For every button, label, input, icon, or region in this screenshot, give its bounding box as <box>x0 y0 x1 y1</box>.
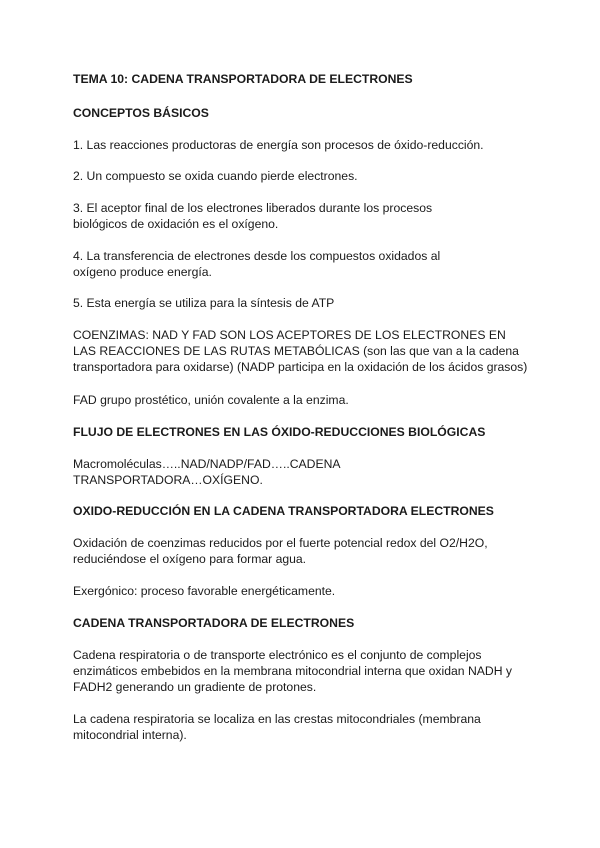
cadena-line-1: Cadena respiratoria o de transporte electrónico es el conjunto de complejos <box>73 648 482 662</box>
concept-point-5: 5. Esta energía se utiliza para la síntesis de ATP <box>73 296 335 310</box>
concept-point-3-line-1: 3. El aceptor final de los electrones liberados durante los procesos <box>73 201 433 215</box>
section-heading-conceptos: CONCEPTOS BÁSICOS <box>73 106 209 120</box>
concept-point-3-line-2: biológicos de oxidación es el oxígeno. <box>73 217 279 231</box>
coenzimas-line-1: COENZIMAS: NAD Y FAD SON LOS ACEPTORES DE LOS ELECTRONES EN <box>73 328 506 342</box>
cadena-line-3: FADH2 generando un gradiente de protones. <box>73 680 317 694</box>
section-heading-cadena: CADENA TRANSPORTADORA DE ELECTRONES <box>73 616 355 630</box>
section-heading-flujo: FLUJO DE ELECTRONES EN LAS ÓXIDO-REDUCCIONES BIOLÓGICAS <box>73 425 486 439</box>
concept-point-1: 1. Las reacciones productoras de energía son procesos de óxido-reducción. <box>73 138 484 152</box>
cadena-line-2: enzimáticos embebidos en la membrana mitocondrial interna que oxidan NADH y <box>73 664 512 678</box>
oxido-line-1: Oxidación de coenzimas reducidos por el fuerte potencial redox del O2/H2O, <box>73 536 488 550</box>
section-heading-oxido: OXIDO-REDUCCIÓN EN LA CADENA TRANSPORTADORA ELECTRONES <box>73 504 494 518</box>
document-title: TEMA 10: CADENA TRANSPORTADORA DE ELECTRONES <box>73 72 413 86</box>
flujo-line-2: TRANSPORTADORA…OXÍGENO. <box>73 473 263 487</box>
concept-point-2: 2. Un compuesto se oxida cuando pierde electrones. <box>73 169 358 183</box>
fad-paragraph: FAD grupo prostético, unión covalente a la enzima. <box>73 393 349 407</box>
oxido-line-2: reduciéndose el oxígeno para formar agua. <box>73 552 307 566</box>
crestas-line-1: La cadena respiratoria se localiza en las crestas mitocondriales (membrana <box>73 712 481 726</box>
coenzimas-line-2: LAS REACCIONES DE LAS RUTAS METABÓLICAS (son las que van a la cadena <box>73 344 519 358</box>
exergonico-paragraph: Exergónico: proceso favorable energéticamente. <box>73 584 336 598</box>
crestas-line-2: mitocondrial interna). <box>73 728 187 742</box>
concept-point-4-line-1: 4. La transferencia de electrones desde los compuestos oxidados al <box>73 249 441 263</box>
coenzimas-line-3: transportadora para oxidarse) (NADP participa en la oxidación de los ácidos grasos) <box>73 360 528 374</box>
concept-point-4-line-2: oxígeno produce energía. <box>73 265 212 279</box>
flujo-line-1: Macromoléculas…..NAD/NADP/FAD…..CADENA <box>73 457 341 471</box>
